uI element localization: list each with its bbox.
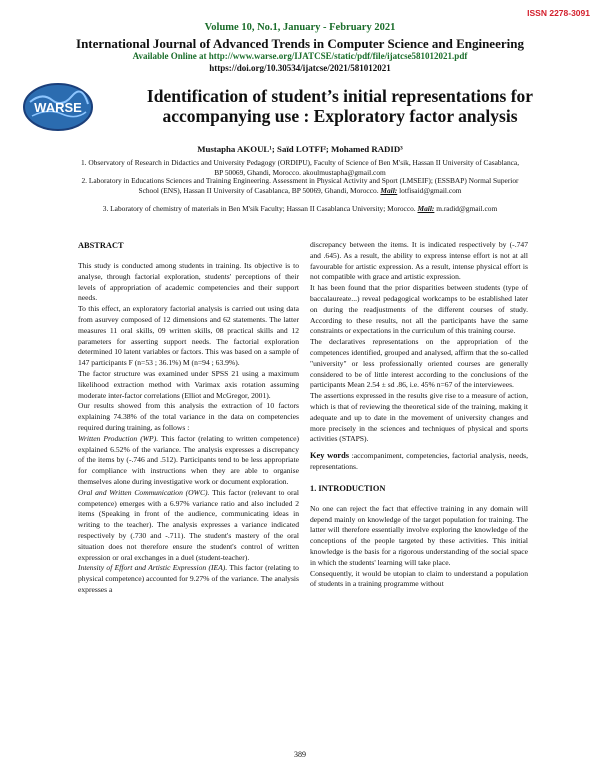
available-online-link[interactable]: Available Online at http://www.warse.org/IJATCSE/static/pdf/file/ijatcse581012021.pdf <box>132 51 468 61</box>
intro-paragraph: No one can reject the fact that effective training in any domain will depend mainly on knowledge of the target population for training. The latter will therefore essentially involve exploring the knowledge of the conceptions of the people targeted by these activities. This initial knowledge is the basis for a rigorous understanding of the social space in which the students' learning will take place. <box>310 503 528 567</box>
title-line-2: accompanying use : Exploratory factor analysis <box>162 106 518 126</box>
factor-name: Intensity of Effort and Artistic Expression (IEA). <box>78 563 228 573</box>
abstract-paragraph: The assertions expressed in the results give rise to a measure of action, which is that of reviewing the theoretical side of the training, making it adequate and up to date in the movement of university changes and more precisely in the sciences and techniques of physical and sports activities (STAPS). <box>310 391 528 444</box>
title-line-1: Identification of student’s initial representations for <box>146 86 534 106</box>
affiliation-2-text: 2. Laboratory in Educations Sciences and Training Engineering. Assessment in Physical Activity and Sport (LMSEIF); (ESSBAP) Normal Superior School (ENS), Hassan II University of Casablanca, BP 50069, Ghandi, Morocco. <box>81 176 519 195</box>
abstract-heading: ABSTRACT <box>78 241 124 250</box>
volume-line: Volume 10, No.1, January - February 2021 <box>204 22 396 33</box>
intro-paragraph: Consequently, it would be utopian to claim to understand a population of students in a training programme without <box>310 568 528 589</box>
affiliation-3-mail-label: Mail: <box>417 204 435 213</box>
issn-label: ISSN 2278-3091 <box>527 8 590 18</box>
right-column <box>310 240 528 590</box>
journal-title: International Journal of Advanced Trends in Computer Science and Engineering <box>76 36 524 51</box>
abstract-paragraph <box>78 563 299 595</box>
keywords-text: :accompaniment, competencies, factorial analysis, needs, representations. <box>310 451 528 471</box>
abstract-paragraph: This study is conducted among students in training. Its objective is to analyse, through factorial exploration, students' perceptions of their levels of appropriation of academic competencies and their support needs. <box>78 261 299 303</box>
factor-name: Oral and Written Communication (OWC). <box>78 487 210 497</box>
page-number: 389 <box>294 750 306 759</box>
abstract-paragraph: Our results showed from this analysis the extraction of 10 factors explaining 74.38% of the total variance in the data on competencies required during training, as follows : <box>78 401 299 432</box>
logo-text: WARSE <box>34 100 82 115</box>
abstract-paragraph <box>78 488 299 564</box>
factor-text: This factor (relating to written competence) explained 6.52% of the variance. The analysis expresses a discrepancy of the items by (-.746 and .512). Participants tend to be less appropriate for compliance with instructions when they are able to organise themselves alone during investigative work or document exploration. <box>78 433 299 486</box>
authors-line: Mustapha AKOUL¹; Saïd LOTFI²; Mohamed RADID³ <box>197 144 403 154</box>
keywords <box>310 451 528 473</box>
affiliation-3-text: 3. Laboratory of chemistry of materials in Ben M'sik Faculty; Hassan II Casablanca University; Morocco. <box>102 204 416 213</box>
paper-title <box>105 86 575 126</box>
abstract-paragraph: To this effect, an exploratory factorial analysis is carried out using data from asurvey composed of 12 dimensions and 62 statements. The latter measures 11 oral skills, 09 written skills, 08 practical skills and 12 parameters for asserting support needs. The factorial exploration determined 10 latent variables or factors. This was based on a sample of 147 participants F (n=53 ; 36.1%) M (n=94 ; 63.9%). <box>78 304 299 368</box>
affiliation-2 <box>80 176 520 196</box>
abstract-paragraph <box>78 434 299 488</box>
factor-text: This factor (relevant to oral competence) emerges with a 6.97% variance ratio and also included 2 items (Speaking in front of the audience, communicating ideas in writing to the teacher). The analysis expresses a variance indicated respectively by (.730 and -.711). The student's mastery of the oral situation does not therefore ensure the student's control of written expression or oral exchanges in a duel (student-teacher). <box>78 487 299 562</box>
keywords-label: Key words <box>310 451 350 461</box>
affiliation-2-mail-label: Mail: <box>380 185 398 195</box>
abstract-paragraph: The declaratives representations on the appropriation of the competences identified, grouped and analysed, affirm that the so-called "university" or less professionally oriented courses are generally considered to be of little interest according to the conclusions of the participants Mean 2.54 ± sd .86, i.e. 45% n=67 of the interviewees. <box>310 337 528 390</box>
abstract-paragraph: It has been found that the prior disparities between students (type of baccalaureate...) reveal pedagogical workcamps to be established later on during the readjustments of the different courses of study. According to these results, not all the participants have the same constraints or expectations in the curriculum of this training course. <box>310 283 528 336</box>
doi-link[interactable]: https://doi.org/10.30534/ijatcse/2021/581012021 <box>209 63 391 73</box>
affiliation-2-email[interactable]: lotfisaid@gmail.com <box>399 185 462 195</box>
affiliation-1: 1. Observatory of Research in Didactics and University Pedagogy (ORDIPU), Faculty of Science of Ben M'sik, Hassan II University of Casablanca, BP 50069, Ghandi, Morocco. akoulmustapha@gmail.com <box>80 158 520 177</box>
left-column <box>78 240 299 596</box>
factor-name: Written Production (WP). <box>78 433 159 443</box>
factor-text: This factor (relating to physical competence) accounted for 9.27% of the variance. The analysis expresses a <box>78 563 299 594</box>
affiliation-3-email[interactable]: m.radid@gmail.com <box>436 204 498 213</box>
warse-logo <box>22 82 94 132</box>
affiliation-3 <box>80 204 520 214</box>
abstract-paragraph: The factor structure was examined under SPSS 21 using a maximum likelihood extraction method with Varimax axis rotation assuming moderate inter-factor correlations (Elliot and McGregor, 2001). <box>78 368 299 400</box>
abstract-paragraph: discrepancy between the items. It is indicated respectively by (-.747 and .645). As a result, the ability to express intense effort is not at all favourable for artistic expression. As a result, intense physical effort is not compatible with grace and artistic expression. <box>310 240 528 282</box>
introduction-heading: 1. INTRODUCTION <box>310 483 386 493</box>
